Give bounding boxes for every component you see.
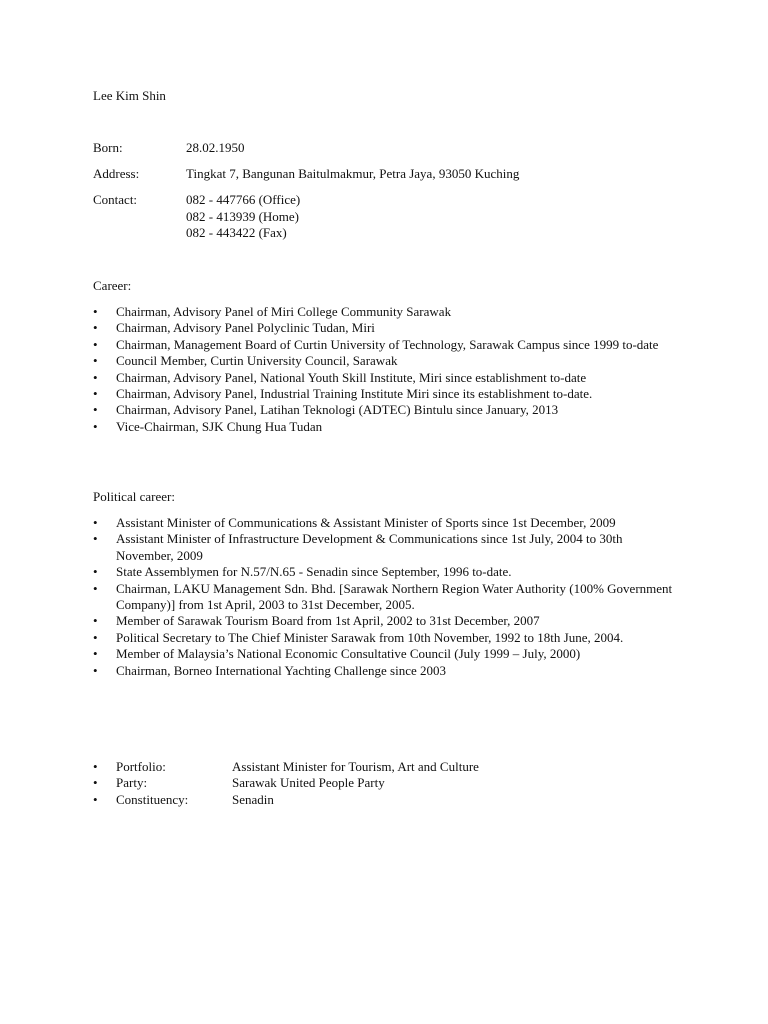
person-name: Lee Kim Shin <box>93 88 166 103</box>
bullet-icon: • <box>93 759 98 774</box>
party-value: Sarawak United People Party <box>232 775 385 791</box>
contact-home: 082 - 413939 (Home) <box>186 208 300 224</box>
bullet-icon: • <box>93 386 98 402</box>
portfolio-label: Portfolio: <box>116 759 166 774</box>
list-item: • Assistant Minister of Infrastructure Development & Communications since 1st July, 2004 to 30th November, 2009 <box>93 531 623 563</box>
bullet-icon: • <box>93 515 98 530</box>
constituency-row <box>93 792 683 808</box>
bullet-icon: • <box>93 580 98 596</box>
party-row <box>93 775 683 791</box>
list-item: • Chairman, Borneo International Yachting Challenge since 2003 <box>93 662 446 678</box>
born-label: Born: <box>93 140 123 155</box>
bullet-icon: • <box>93 402 98 418</box>
bullet-icon: • <box>93 531 98 547</box>
address-label: Address: <box>93 166 140 181</box>
party-label: Party: <box>116 775 148 791</box>
list-item: • Chairman, Advisory Panel, Industrial Training Institute Miri since its establishment to-date. <box>93 386 593 402</box>
bullet-icon: • <box>93 629 98 645</box>
list-item: • Chairman, LAKU Management Sdn. Bhd. [Sarawak Northern Region Water Authority (100% Government Company)] from 1st April, 2003 to 31st December, 2005. <box>93 580 673 613</box>
list-item: • Chairman, Advisory Panel of Miri College Community Sarawak <box>93 304 452 319</box>
bullet-icon: • <box>93 304 98 319</box>
born-value: 28.02.1950 <box>186 140 245 155</box>
list-item: • State Assemblymen for N.57/N.65 - Senadin since September, 1996 to-date. <box>93 564 512 580</box>
bullet-icon: • <box>93 613 98 629</box>
list-item: • Chairman, Advisory Panel, National Youth Skill Institute, Miri since establishment to-date <box>93 369 587 385</box>
bullet-icon: • <box>93 369 98 385</box>
list-item: • Political Secretary to The Chief Minister Sarawak from 10th November, 1992 to 18th June, 2004. <box>93 629 624 645</box>
constituency-label: Constituency: <box>116 791 189 807</box>
list-item: • Council Member, Curtin University Council, Sarawak <box>93 353 398 369</box>
portfolio-value: Assistant Minister for Tourism, Art and Culture <box>232 759 479 774</box>
list-item: • Chairman, Advisory Panel Polyclinic Tudan, Miri <box>93 320 375 336</box>
contact-office: 082 - 447766 (Office) <box>186 192 301 207</box>
list-item: • Chairman, Management Board of Curtin University of Technology, Sarawak Campus since 1999 to-date <box>93 336 659 352</box>
portfolio-row <box>93 759 683 775</box>
summary-list <box>93 759 683 808</box>
list-item: • Vice-Chairman, SJK Chung Hua Tudan <box>93 418 323 434</box>
bullet-icon: • <box>93 775 98 791</box>
contact-label: Contact: <box>93 192 138 207</box>
constituency-value: Senadin <box>232 791 274 807</box>
career-list <box>93 304 683 435</box>
list-item: • Member of Sarawak Tourism Board from 1st April, 2002 to 31st December, 2007 <box>93 613 540 629</box>
bullet-icon: • <box>93 662 98 678</box>
contact-value <box>186 192 300 242</box>
contact-fax: 082 - 443422 (Fax) <box>186 225 287 240</box>
bullet-icon: • <box>93 353 98 369</box>
political-career-list <box>93 515 683 679</box>
career-heading: Career: <box>93 278 132 293</box>
political-career-heading: Political career: <box>93 489 175 504</box>
bullet-icon: • <box>93 791 98 807</box>
list-item: • Assistant Minister of Communications & Assistant Minister of Sports since 1st December, 2009 <box>93 515 616 530</box>
bullet-icon: • <box>93 418 98 434</box>
bullet-icon: • <box>93 336 98 352</box>
address-value: Tingkat 7, Bangunan Baitulmakmur, Petra Jaya, 93050 Kuching <box>186 166 520 181</box>
list-item: • Member of Malaysia’s National Economic Consultative Council (July 1999 – July, 2000) <box>93 646 581 662</box>
bullet-icon: • <box>93 564 98 580</box>
bullet-icon: • <box>93 320 98 336</box>
bullet-icon: • <box>93 646 98 662</box>
list-item: • Chairman, Advisory Panel, Latihan Teknologi (ADTEC) Bintulu since January, 2013 <box>93 402 559 418</box>
